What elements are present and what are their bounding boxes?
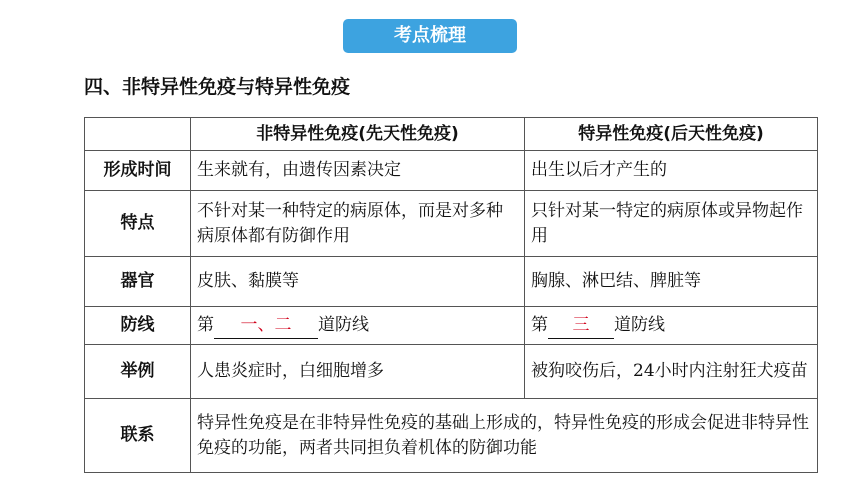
table-row <box>85 399 818 473</box>
cell-organ-nonspecific: 皮肤、黏膜等 <box>191 257 525 307</box>
cell-defense-specific <box>525 307 818 345</box>
table-row <box>85 191 818 257</box>
defense-suffix: 道防线 <box>614 314 665 335</box>
cell-feature-nonspecific: 不针对某一种特定的病原体，而是对多种病原体都有防御作用 <box>191 191 525 257</box>
table-row <box>85 345 818 399</box>
row-label-organ: 器官 <box>85 257 191 307</box>
table-header-row <box>85 118 818 151</box>
row-label-formation: 形成时间 <box>85 151 191 191</box>
cell-example-nonspecific: 人患炎症时，白细胞增多 <box>191 345 525 399</box>
section-title: 四、非特异性免疫与特异性免疫 <box>84 76 351 98</box>
cell-example-specific: 被狗咬伤后，24小时内注射狂犬疫苗 <box>525 345 818 399</box>
row-label-feature: 特点 <box>85 191 191 257</box>
row-label-defense: 防线 <box>85 307 191 345</box>
table-row <box>85 151 818 191</box>
row-label-relation: 联系 <box>85 399 191 473</box>
cell-organ-specific: 胸腺、淋巴结、脾脏等 <box>525 257 818 307</box>
section-badge: 考点梳理 <box>343 19 517 53</box>
cell-defense-nonspecific <box>191 307 525 345</box>
cell-feature-specific: 只针对某一特定的病原体或异物起作用 <box>525 191 818 257</box>
answer-blank-nonspecific: 一、二 <box>214 313 318 339</box>
row-label-example: 举例 <box>85 345 191 399</box>
table-row <box>85 307 818 345</box>
table-row <box>85 257 818 307</box>
defense-prefix: 第 <box>531 314 548 335</box>
corner-cell <box>85 118 191 151</box>
cell-formation-nonspecific: 生来就有，由遗传因素决定 <box>191 151 525 191</box>
defense-prefix: 第 <box>197 314 214 335</box>
cell-formation-specific: 出生以后才产生的 <box>525 151 818 191</box>
defense-suffix: 道防线 <box>318 314 369 335</box>
header-specific: 特异性免疫(后天性免疫) <box>525 118 818 151</box>
comparison-table <box>84 117 818 473</box>
header-nonspecific: 非特异性免疫(先天性免疫) <box>191 118 525 151</box>
answer-blank-specific: 三 <box>548 313 614 339</box>
cell-relation: 特异性免疫是在非特异性免疫的基础上形成的，特异性免疫的形成会促进非特异性免疫的功能，两者共同担负着机体的防御功能 <box>191 399 818 473</box>
